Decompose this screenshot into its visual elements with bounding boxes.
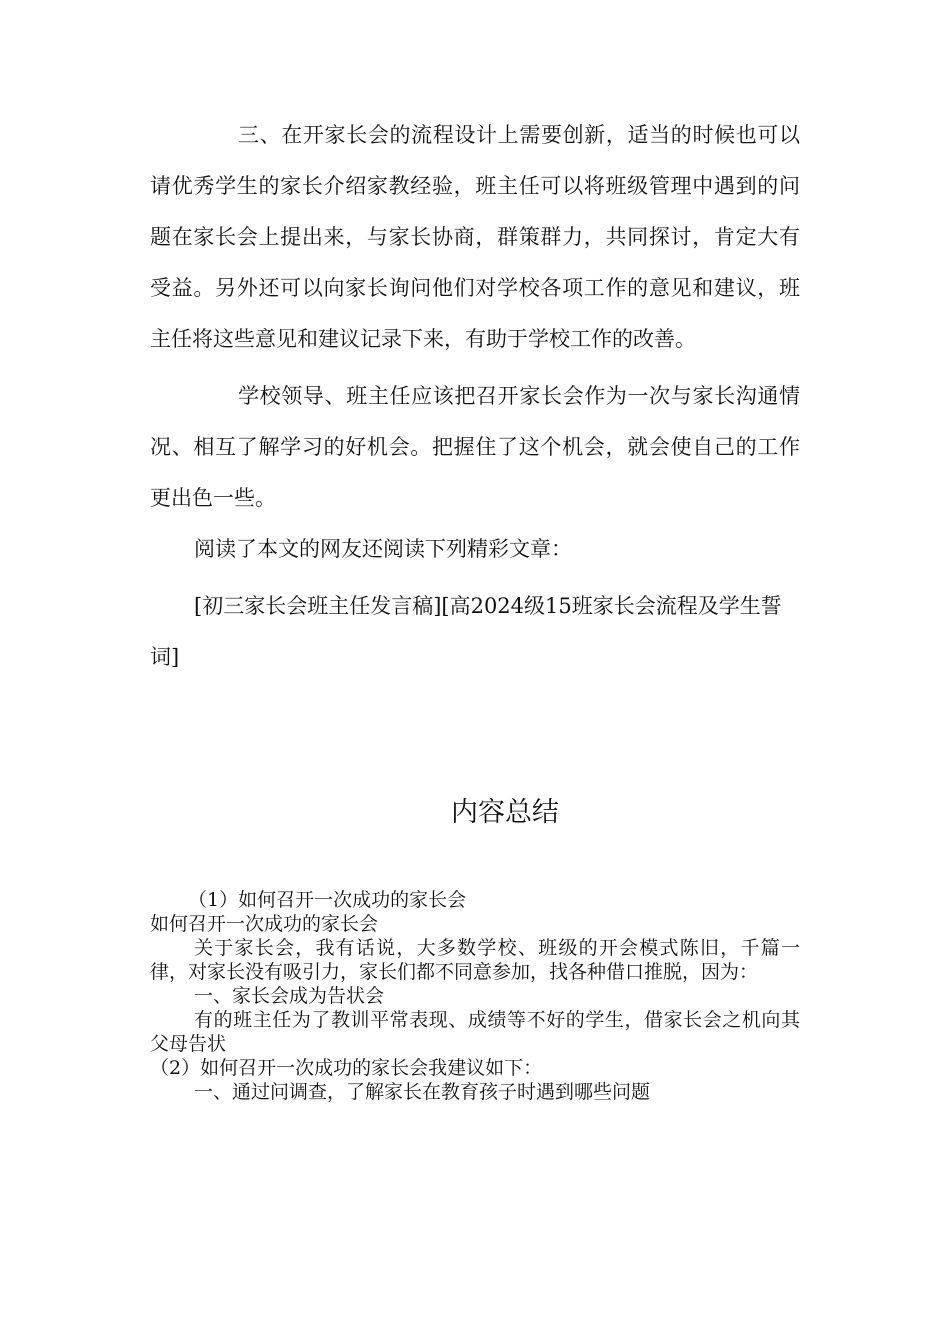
paragraph-innovation: 三、在开家长会的流程设计上需要创新，适当的时候也可以请优秀学生的家长介绍家教经验，班主任可以将班级管理中遇到的问题在家长会上提出来，与家长协商，群策群力，共同探讨，肯定大有受益。另外还可以向家长询问他们对学校各项工作的意见和建议，班主任将这些意见和建议记录下来，有助于学校工作的改善。 xyxy=(150,123,800,351)
body-section xyxy=(150,110,800,683)
summary-line-4: 一、家长会成为告状会 xyxy=(194,985,385,1007)
summary-line-6: （2）如何召开一次成功的家长会我建议如下： xyxy=(150,1057,543,1079)
related-intro: 阅读了本文的网友还阅读下列精彩文章： xyxy=(194,537,572,561)
summary-line-5: 有的班主任为了教训平常表现、成绩等不好的学生，借家长会之机向其父母告状 xyxy=(150,1009,800,1055)
summary-line-3: 关于家长会，我有话说，大多数学校、班级的开会模式陈旧，千篇一律，对家长没有吸引力，家长们都不同意参加，找各种借口推脱，因为： xyxy=(150,937,800,983)
summary-title: 内容总结 xyxy=(451,797,559,828)
paragraph-leadership: 学校领导、班主任应该把召开家长会作为一次与家长沟通情况、相互了解学习的好机会。把握住了这个机会，就会使自己的工作更出色一些。 xyxy=(150,384,800,510)
summary-line-2: 如何召开一次成功的家长会 xyxy=(150,913,379,935)
summary-section xyxy=(150,888,800,1104)
summary-line-7: 一、通过问调查，了解家长在教育孩子时遇到哪些问题 xyxy=(194,1081,651,1103)
related-links[interactable]: [初三家长会班主任发言稿][高2024级15班家长会流程及学生誓词] xyxy=(150,594,782,669)
summary-line-1: （1）如何召开一次成功的家长会 xyxy=(188,889,467,911)
